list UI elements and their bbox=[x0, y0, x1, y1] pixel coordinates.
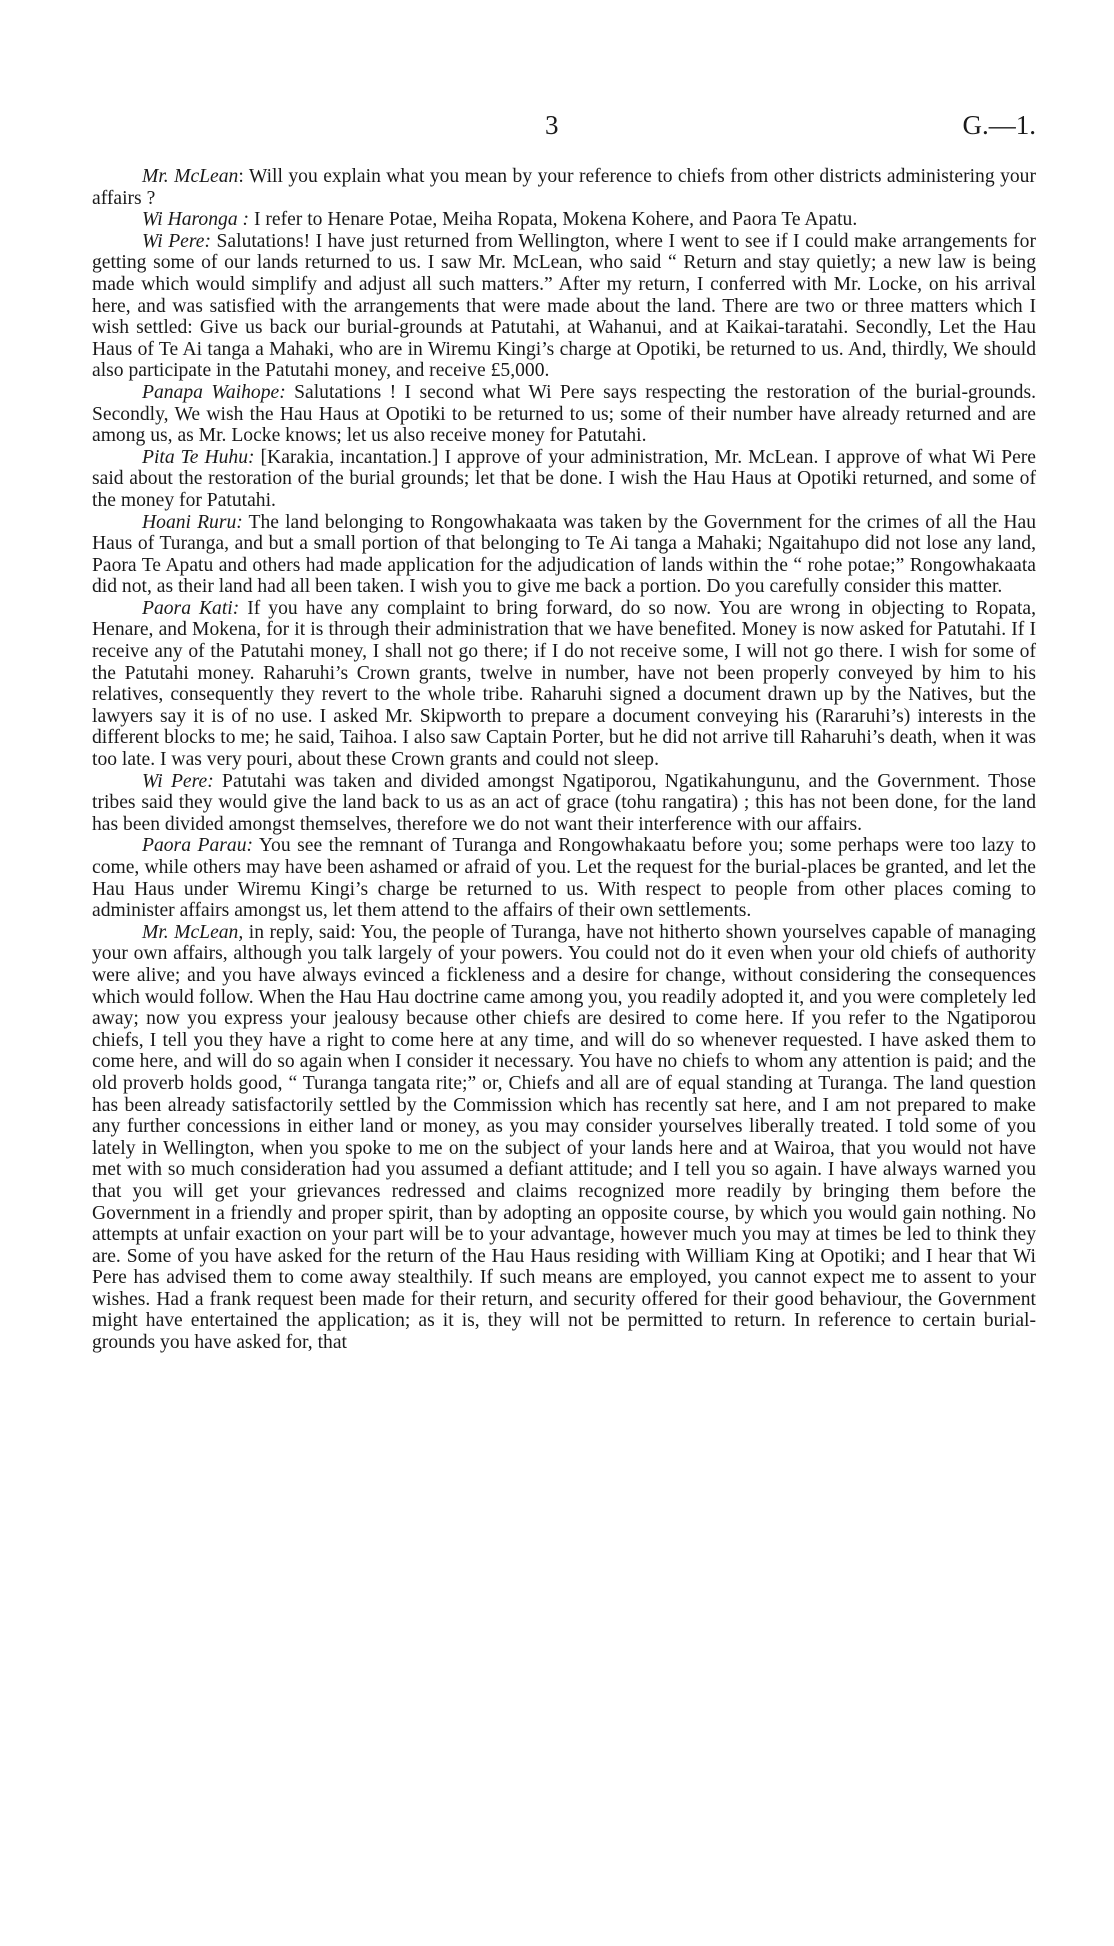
speaker-name: Panapa Waihope: bbox=[142, 381, 286, 403]
page-number: 3 bbox=[545, 110, 559, 140]
paragraph-text: I refer to Henare Potae, Meiha Ropata, Mokena Kohere, and Paora Te Apatu. bbox=[249, 209, 858, 231]
paragraph-panapa-waihope bbox=[92, 382, 1036, 447]
paragraph-text: You see the remnant of Turanga and Rongowhakaatu before you; some perhaps were too lazy to come, while others may have been ashamed or afraid of you. Let the request for the burial-places be granted, and let the Hau Haus under Wiremu Kingi’s charge be returned to us. With respect to people from other places coming to administer affairs amongst us, let them attend to the affairs of their own settlements. bbox=[92, 835, 1036, 922]
paragraph-pita-te-huhu bbox=[92, 447, 1036, 512]
speaker-name: Wi Pere: bbox=[142, 770, 214, 792]
body-text bbox=[92, 166, 1036, 1354]
page-header bbox=[0, 110, 1114, 140]
speaker-name: Mr. McLean bbox=[142, 166, 239, 187]
speaker-name: Paora Parau: bbox=[142, 835, 254, 857]
speaker-name: Paora Kati: bbox=[142, 597, 240, 619]
paragraph-text: in reply, said: You, the people of Turanga, have not hitherto shown yourselves capable of managing your own affairs, although you talk largely of your powers. You could not do it even when your old chiefs of authority were alive; and you have always evinced a fickleness and a desire for change, without considering the consequences which would follow. When the Hau Hau doctrine came among you, you readily adopted it, and you were completely led away; now you express your jealousy because other chiefs are desired to come here. If you refer to the Ngatiporou chiefs, I tell you they have a right to come here at any time, and will do so whenever requested. I have asked them to come here, and will do so again when I consider it necessary. You have no chiefs to whom any attention is paid; and the old proverb holds good, “ Turanga tangata rite;” or, Chiefs and all are of equal standing at Turanga. The land question has been already satisfactorily settled by the Commission which has recently sat here, and I am not prepared to make any further concessions in either land or money, as you may consider yourselves liberally treated. I told some of you lately in Wellington, when you spoke to me on the subject of your lands here and at Wairoa, that you would not have met with so much consideration had you assumed a defiant attitude; and I tell you so again. I have always warned you that you will get your grievances redressed and claims recognized more readily by bringing them before the Government in a friendly and proper spirit, than by adopting an opposite course, by which you would gain nothing. No attempts at unfair exaction on your part will be to your advantage, however much you may at times be led to think they are. Some of you have asked for the return of the Hau Haus residing with William King at Opotiki; and I hear that Wi Pere has advised them to come away stealthily. If such means are employed, you cannot expect me to assent to your wishes. Had a frank request been made for their return, and security offered for their good behaviour, the Government might have entertained the application; as it is, they will not be permitted to return. In reference to certain burial-grounds you have asked for, that bbox=[92, 921, 1036, 1354]
paragraph-text: Will you explain what you mean by your reference to chiefs from other districts administering your affairs ? bbox=[92, 166, 1036, 209]
paragraph-hoani-ruru bbox=[92, 512, 1036, 598]
speaker-name: Pita Te Huhu: bbox=[142, 446, 255, 468]
paragraph-wi-haronga bbox=[92, 209, 1036, 231]
paragraph-paora-parau bbox=[92, 835, 1036, 921]
paragraph-text: Salutations ! I second what Wi Pere says respecting the restoration of the burial-grounds. Secondly, We wish the Hau Haus at Opotiki to be returned to us; some of their number have already returned and are among us, as Mr. Locke knows; let us also receive money for Patutahi. bbox=[92, 381, 1037, 447]
paragraph-wi-pere-1 bbox=[92, 231, 1036, 382]
speaker-name: Wi Haronga : bbox=[142, 209, 250, 231]
paragraph-text: Salutations! I have just returned from Wellington, where I went to see if I could make arrangements for getting some of our lands returned to us. I saw Mr. McLean, who said “ Return and stay quietly; a new law is being made which would simplify and adjust all such matters.” After my return, I conferred with Mr. Locke, on his arrival here, and was satisfied with the arrangements that were made about the land. There are two or three matters which I wish settled: Give us back our burial-grounds at Patutahi, at Wahanui, and at Kaikai-taratahi. Secondly, Let the Hau Haus of Te Ai tanga a Mahaki, who are in Wiremu Kingi’s charge at Opotiki, be returned to us. And, thirdly, We should also participate in the Patutahi money, and receive £5,000. bbox=[92, 230, 1036, 382]
document-reference: G.—1. bbox=[962, 110, 1036, 140]
paragraph-paora-kati bbox=[92, 598, 1036, 771]
speaker-name: Wi Pere: bbox=[142, 230, 211, 252]
speaker-name: Hoani Ruru: bbox=[142, 511, 243, 533]
paragraph-text: If you have any complaint to bring forward, do so now. You are wrong in objecting to Ropata, Henare, and Mokena, for it is through their administration that we have benefited. Money is now asked for Patutahi. If I receive any of the Patutahi money, I shall not go there; if I do not receive some, I will not go there. I wish for some of the Patutahi money. Raharuhi’s Crown grants, twelve in number, have not been properly conveyed by him to his relatives, consequently they revert to the whole tribe. Raharuhi signed a document drawn up by the Natives, but the lawyers say it is of no use. I asked Mr. Skipworth to prepare a document conveying his (Rararuhi’s) interests in the different blocks to me; he said, Taihoa. I also saw Captain Porter, but he did not arrive till Raharuhi’s death, when it was too late. I was very pouri, about these Crown grants and could not sleep. bbox=[92, 597, 1036, 771]
paragraph-mclean-question bbox=[92, 166, 1036, 209]
paragraph-text: [Karakia, incantation.] I approve of your administration, Mr. McLean. I approve of what Wi Pere said about the restoration of the burial grounds; let that be done. I wish the Hau Haus at Opotiki returned, and some of the money for Patutahi. bbox=[92, 446, 1037, 511]
speaker-colon: : bbox=[238, 166, 244, 187]
paragraph-mclean-reply bbox=[92, 922, 1036, 1354]
paragraph-text: Patutahi was taken and divided amongst Ngatiporou, Ngatikahungunu, and the Government. Those tribes said they would give the land back to us as an act of grace (tohu rangatira) ; this has not been done, for the land has been divided amongst themselves, therefore we do not want their interference with our affairs. bbox=[92, 770, 1036, 835]
paragraph-wi-pere-2 bbox=[92, 771, 1036, 836]
speaker-name: Mr. McLean, bbox=[142, 921, 244, 943]
paragraph-text: The land belonging to Rongowhakaata was taken by the Government for the crimes of all the Hau Haus of Turanga, and but a small portion of that belonging to Te Ai tanga a Mahaki; Ngaitahupo did not lose any land, Paora Te Apatu and others had made application for the adjudication of lands within the “ rohe potae;” Rongowhakaata did not, as their land had all been taken. I wish you to give me back a portion. Do you carefully consider this matter. bbox=[92, 511, 1036, 598]
